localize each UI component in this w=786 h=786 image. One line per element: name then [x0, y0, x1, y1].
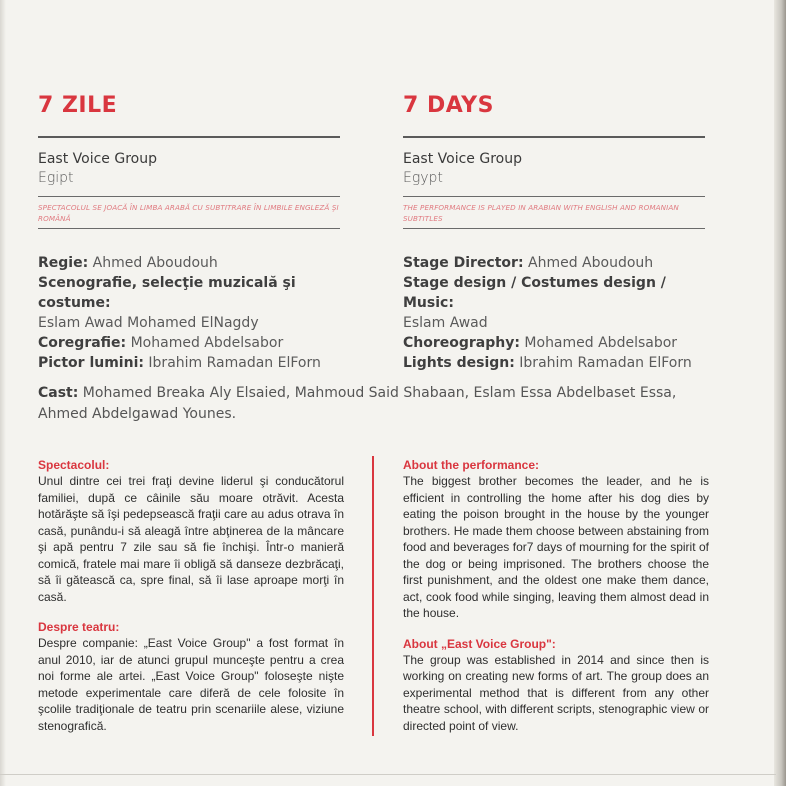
language-note-en: THE PERFORMANCE IS PLAYED IN ARABIAN WITH ENGLISH AND ROMANIAN SUBTITLES — [403, 203, 679, 223]
page-gutter-shadow — [0, 0, 6, 786]
cast-value: Mohamed Breaka Aly Elsaied, Mahmoud Said Shabaan, Eslam Essa Abdelbaset Essa, Ahmed Abdelgawad Younes. — [38, 385, 677, 422]
credit-label: Stage design / Costumes design / Music: — [403, 275, 666, 311]
group-name-ro: East Voice Group — [38, 151, 157, 167]
note-rule-bottom — [403, 228, 705, 229]
credit-line — [38, 353, 340, 373]
credit-label: Coregrafie: — [38, 335, 127, 351]
title-rule — [403, 136, 705, 138]
header-column-en — [403, 92, 705, 373]
page-bottom-edge — [0, 774, 776, 775]
credit-line — [403, 313, 705, 333]
credit-label: Choreography: — [403, 335, 520, 351]
cast-line — [38, 383, 718, 425]
section-text: Despre companie: „East Voice Group" a fost format în anul 2010, iar de atunci grupul munceşte pentru a crea noi forme ale artei. „East Voice Group" foloseşte nişte metode experimentale care diferă de cele folosite în şcolile tradiţionale de teatru prin scenariile alese, viziune stenografică. — [38, 636, 344, 733]
credit-label: Lights design: — [403, 355, 515, 371]
body-column-ro — [38, 458, 344, 749]
section-text: Unul dintre cei trei fraţi devine liderul şi conducătorul familiei, după ce câinile său moare otrăvit. Acesta hotărăşte să îşi pedepsească fraţii care au adus otrava în casă, punându-i să aleagă între abţinerea de la mâncare şi apă pentru 7 zile sau să fie închişi. Într-o manieră comică, fratele mai mare îi obligă să danseze dezbrăcaţi, să îi gătească ca, spre final, să îi lase aproape morţi în casă. — [38, 474, 344, 604]
section-heading: About „East Voice Group": — [403, 636, 556, 651]
body-column-en — [403, 458, 709, 749]
section-heading: About the performance: — [403, 458, 540, 472]
credit-line — [403, 273, 705, 313]
title-en: 7 DAYS — [403, 93, 494, 118]
header-column-ro — [38, 92, 340, 373]
section-text: The biggest brother becomes the leader, and he is efficient in controlling the home after his dog dies by eating the poison brought in the house by the younger brothers. He made them choose between abstaining from food and beverages for7 days of mourning for the spirit of the dog or being imprisoned. The brothers choose the first punishment, and the oldest one make them dance, act, cook food while singing, leaving them almost dead in the house. — [403, 474, 709, 620]
cast-label: Cast: — [38, 385, 79, 401]
language-note-ro: SPECTACOLUL SE JOACĂ ÎN LIMBA ARABĂ CU SUBTITRARE ÎN LIMBILE ENGLEZĂ ŞI ROMÂNĂ — [38, 203, 339, 223]
credit-value: Ibrahim Ramadan ElForn — [514, 355, 692, 371]
credits-ro — [38, 253, 340, 373]
group-name-en: East Voice Group — [403, 151, 522, 167]
section-heading: Spectacolul: — [38, 458, 110, 472]
country-en: Egypt — [403, 170, 443, 186]
credit-value: Ahmed Aboudouh — [523, 255, 654, 271]
credit-line — [403, 253, 705, 273]
section-text: The group was established in 2014 and since then is working on creating new forms of art. The group does an experimental method that is different from any other theatre school, with different scripts, stenographic view or directed point of view. — [403, 652, 709, 733]
credit-label: Stage Director: — [403, 255, 524, 271]
credit-value: Ibrahim Ramadan ElForn — [143, 355, 321, 371]
page-edge-shadow — [774, 0, 786, 786]
credit-label: Pictor lumini: — [38, 355, 144, 371]
country-ro: Egipt — [38, 170, 74, 186]
title-ro: 7 ZILE — [38, 93, 118, 118]
credit-line — [38, 253, 340, 273]
credit-label: Scenografie, selecţie muzicală şi costume: — [38, 275, 296, 311]
credit-value: Eslam Awad — [403, 315, 488, 331]
credit-line — [403, 333, 705, 353]
credit-line — [403, 353, 705, 373]
credit-value: Ahmed Aboudouh — [88, 255, 218, 271]
credits-en — [403, 253, 705, 373]
column-divider — [372, 456, 374, 736]
credit-line — [38, 313, 340, 333]
credit-value: Mohamed Abdelsabor — [519, 335, 678, 351]
section-heading: Despre teatru: — [38, 620, 120, 634]
credit-value: Eslam Awad Mohamed ElNagdy — [38, 315, 259, 331]
credit-line — [38, 333, 340, 353]
credit-line — [38, 273, 340, 313]
title-rule — [38, 136, 340, 138]
credit-value: Mohamed Abdelsabor — [126, 335, 284, 351]
credit-label: Regie: — [38, 255, 89, 271]
note-rule-bottom — [38, 228, 340, 229]
